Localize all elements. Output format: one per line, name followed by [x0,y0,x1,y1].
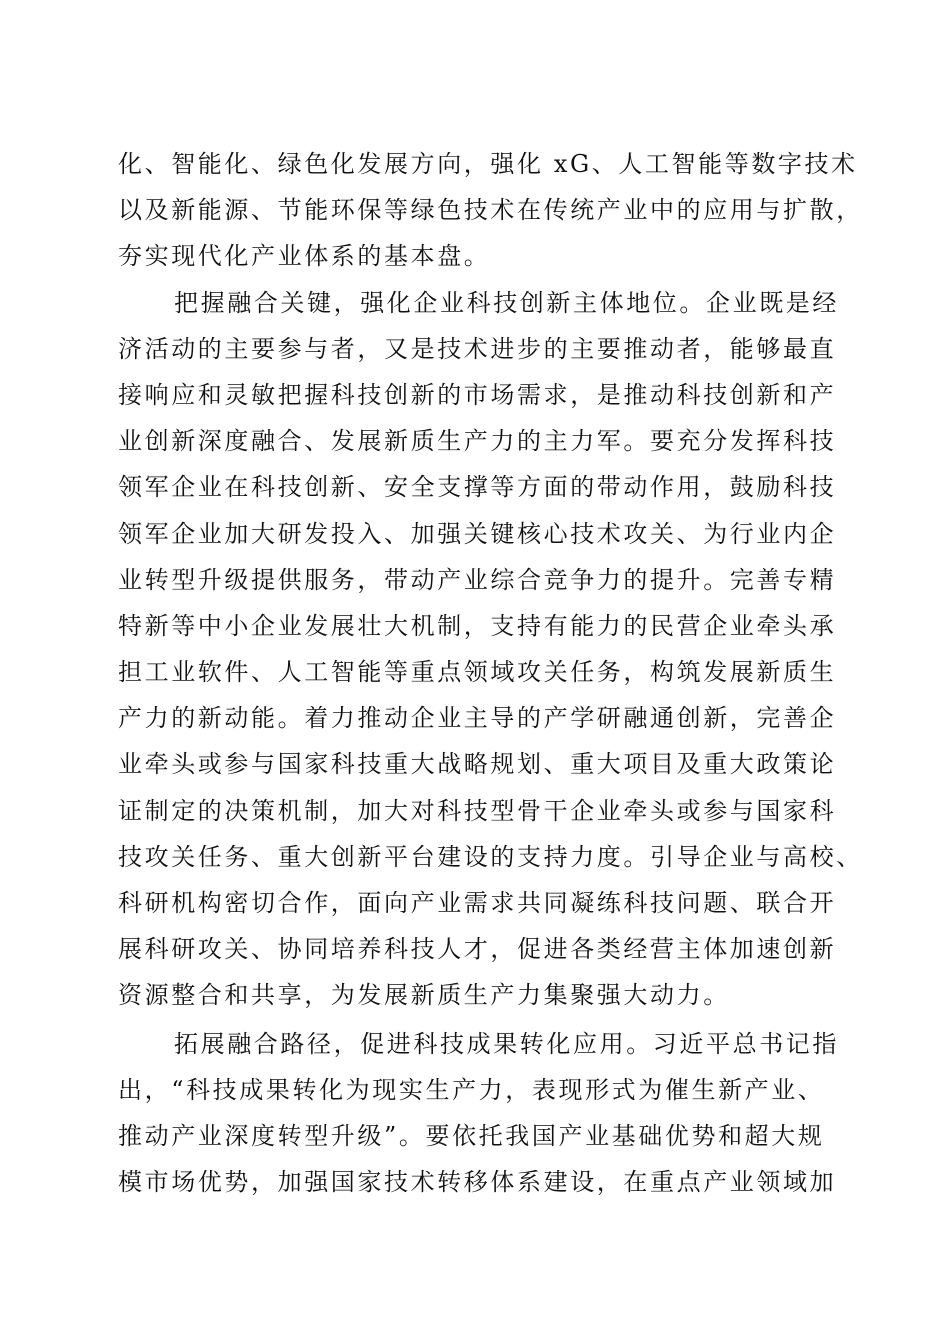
text-line: 济活动的主要参与者，又是技术进步的主要推动者，能够最直 [118,334,837,363]
text-line: 业创新深度融合、发展新质生产力的主力军。要充分发挥科技 [118,427,837,456]
text-line: 展科研攻关、协同培养科技人才，促进各类经营主体加速创新 [118,935,837,964]
text-line: 特新等中小企业发展壮大机制，支持有能力的民营企业牵头承 [118,611,837,640]
document-body [118,141,863,1205]
text-line: 化、智能化、绿色化发展方向，强化 xG、人工智能等数字技术 [118,150,858,178]
text-line: 夯实现代化产业体系的基本盘。 [118,242,491,271]
text-line: 拓展融合路径，促进科技成果转化应用。习近平总书记指 [174,1029,839,1058]
text-line: 证制定的决策机制，加大对科技型骨干企业牵头或参与国家科 [118,796,837,825]
text-line: 业牵头或参与国家科技重大战略规划、重大项目及重大政策论 [118,750,837,779]
text-line: 接响应和灵敏把握科技创新的市场需求，是推动科技创新和产 [118,380,837,409]
text-line: 资源整合和共享，为发展新质生产力集聚强大动力。 [118,981,730,1010]
text-line: 推动产业深度转型升级”。要依托我国产业基础优势和超大规 [118,1121,825,1150]
text-line: 担工业软件、人工智能等重点领域攻关任务，构筑发展新质生 [118,658,837,687]
text-line: 技攻关任务、重大创新平台建设的支持力度。引导企业与高校、 [118,842,863,871]
text-line: 领军企业在科技创新、安全支撑等方面的带动作用，鼓励科技 [118,473,837,502]
text-line: 业转型升级提供服务，带动产业综合竞争力的提升。完善专精 [118,565,837,594]
paragraph-2 [118,280,863,1019]
text-line: 出，“科技成果转化为现实生产力，表现形式为催生新产业、 [118,1075,825,1104]
text-line: 领军企业加大研发投入、加强关键核心技术攻关、为行业内企 [118,519,837,548]
text-line: 产力的新动能。着力推动企业主导的产学研融通创新，完善企 [118,704,837,733]
paragraph-3 [118,1021,838,1206]
text-line: 科研机构密切合作，面向产业需求共同凝练科技问题、联合开 [118,889,837,917]
text-line: 模市场优势，加强国家技术转移体系建设，在重点产业领域加 [118,1168,837,1197]
paragraph-1 [118,141,863,280]
text-line: 以及新能源、节能环保等绿色技术在传统产业中的应用与扩散， [118,196,863,225]
text-line: 把握融合关键，强化企业科技创新主体地位。企业既是经 [174,288,839,317]
